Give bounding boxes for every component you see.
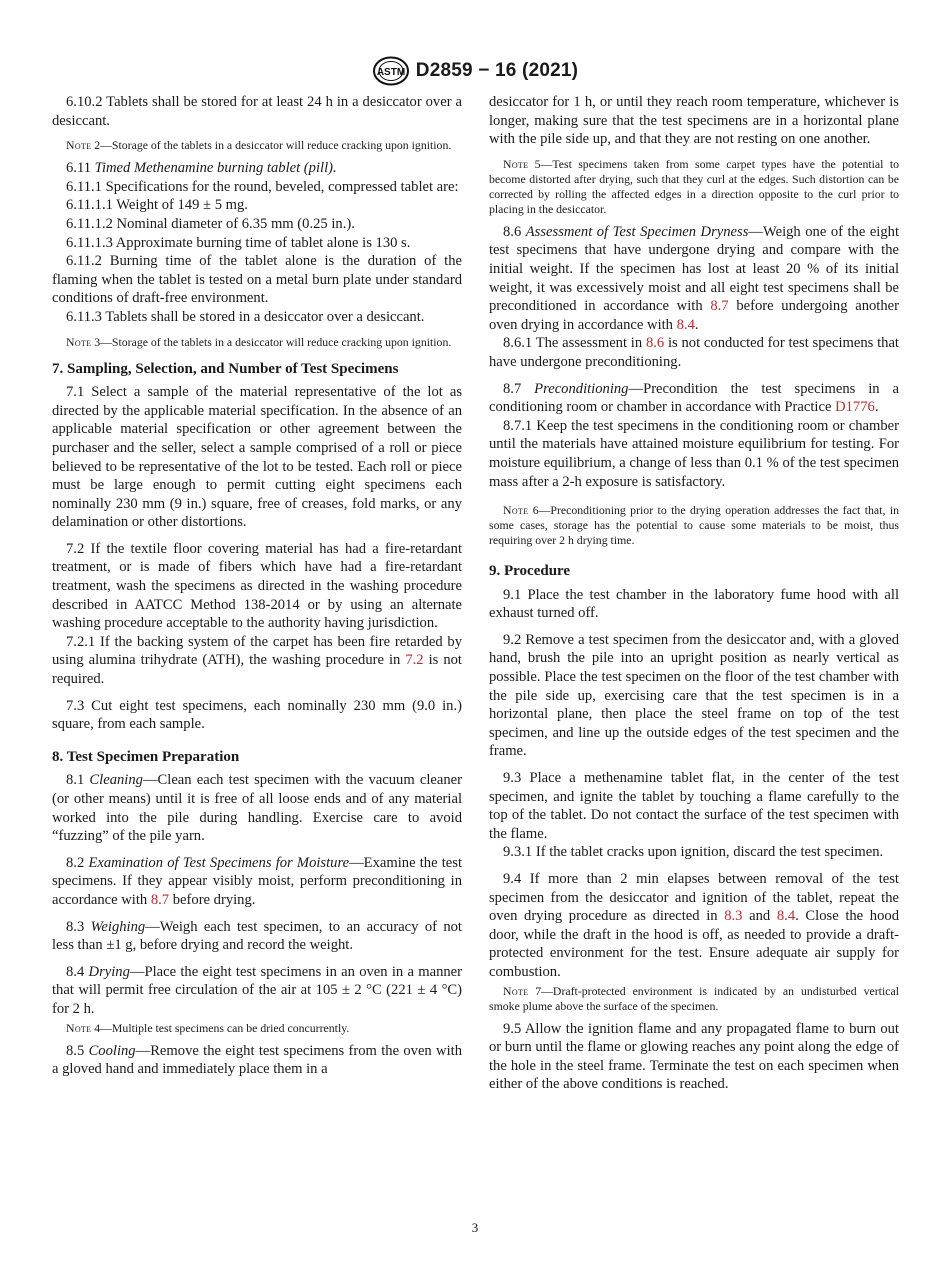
- note-label: Note: [66, 1020, 92, 1035]
- para-text: —Remove the eight test specimens from the oven with a gloved hand and immediately place them in a: [52, 1042, 463, 1078]
- para-8-3: [52, 918, 462, 955]
- para-text: before undergoing another oven drying in accordance with: [489, 298, 899, 333]
- para-num: 8.2: [66, 854, 89, 871]
- para-text: 9.4 If more than 2 min elapses between removal of the test specimen from the desiccator and ignition of the tablet, repeat the oven drying procedure as directed in: [489, 871, 899, 925]
- note-text: 3—Storage of the tablets in a desiccator will reduce cracking upon ignition.: [91, 334, 452, 349]
- para-7-2: 7.2 If the textile floor covering material has had a fire-retardant treatment, or is made of fibers which have had a fire-retardant treatment, wash the specimens as directed in the washing procedure described in AATCC Method 138-2014 or by using an alternate washing procedure acceptable to the authority having jurisdiction.: [52, 540, 462, 632]
- xref-link-d1776[interactable]: D1776: [835, 399, 875, 416]
- note-text: 5—Test specimens taken from some carpet types have the potential to become distorted after drying, such that they curl at the edges. Such distortion can be corrected by rolling the affected edges in a direction opposite to the curl prior to placing in the desiccator.: [489, 156, 899, 216]
- note-label: Note: [503, 983, 529, 998]
- note-7: [489, 984, 899, 1014]
- para-9-5: 9.5 Allow the ignition flame and any propagated flame to burn out or burn until the flame or glowing reaches any point along the edge of the hole in the steel frame. Terminate the test on each specimen when either of the above conditions is reached.: [489, 1020, 899, 1093]
- xref-link-8-3[interactable]: 8.3: [724, 908, 743, 925]
- para-8-5: [52, 1042, 462, 1079]
- para-title: Examination of Test Specimens for Moisture: [88, 854, 350, 871]
- para-9-3-1: 9.3.1 If the tablet cracks upon ignition, discard the test specimen.: [503, 844, 884, 861]
- para-title: Assessment of Test Specimen Dryness: [525, 223, 749, 240]
- para-text: —Precondition the test specimens in a conditioning room or chamber in accordance with Practice: [489, 380, 899, 416]
- para-8-5-continued: desiccator for 1 h, or until they reach room temperature, whichever is longer, making sure that the test specimens are in a horizontal plane with the pile side up, and that they are not resting on one another.: [489, 94, 899, 148]
- para-num: 8.3: [66, 918, 91, 935]
- standard-designation: D2859 − 16 (2021): [415, 60, 579, 81]
- note-5: [489, 157, 899, 217]
- para-num: 8.1: [66, 772, 90, 789]
- para-6-11-2: 6.11.2 Burning time of the tablet alone is the duration of the flaming when the tablet is tested on a metal burn plate under standard conditions of draft-free environment.: [52, 253, 462, 307]
- para-8-7-1: 8.7.1 Keep the test specimens in the conditioning room or chamber until the materials have attained moisture equilibrium for testing. For moisture equilibrium, a change of less than 0.1 % of the test specimen mass after a 2-h exposure is satisfactory.: [489, 417, 899, 490]
- para-6-11-1: 6.11.1 Specifications for the round, beveled, compressed tablet are:: [66, 178, 459, 195]
- para-text: .: [874, 399, 879, 416]
- para-text: is not required.: [52, 652, 462, 688]
- para-8-2: [52, 854, 462, 910]
- para-text: —Weigh one of the eight test specimens that have undergone drying and compare with the initial weight. If the specimen has lost at least 20 % of its initial weight, it was excessively moist and all eight test specimens shall be preconditioned in accordance with: [489, 223, 900, 315]
- note-4: [52, 1021, 462, 1036]
- para-8-1: [52, 771, 462, 845]
- section-7-heading: 7. Sampling, Selection, and Number of Test Specimens: [52, 360, 399, 377]
- para-text: and: [742, 908, 777, 925]
- note-6: [489, 503, 899, 548]
- para-text: .: [694, 316, 699, 333]
- note-text: 7—Draft-protected environment is indicated by an undisturbed vertical smoke plume above the surface of the specimen.: [489, 983, 899, 1013]
- para-title: Cleaning: [89, 772, 143, 789]
- xref-link-7-2[interactable]: 7.2: [405, 652, 424, 669]
- para-7-3: 7.3 Cut eight test specimens, each nominally 230 mm (9.0 in.) square, from each sample.: [52, 697, 462, 733]
- note-text: 4—Multiple test specimens can be dried concurrently.: [91, 1020, 350, 1035]
- xref-link-8-4[interactable]: 8.4: [676, 316, 695, 333]
- svg-text:ASTM: ASTM: [376, 67, 405, 78]
- xref-link-8-4[interactable]: 8.4: [776, 908, 796, 925]
- para-8-7: [489, 380, 899, 417]
- section-8-heading: 8. Test Specimen Preparation: [52, 748, 240, 765]
- para-9-3: 9.3 Place a methenamine tablet flat, in the center of the test specimen, and ignite the tablet by touching a flame carefully to the top of the tablet. Do not contact the surface of the test specimen with the flame.: [489, 770, 899, 842]
- para-text: . Close the hood door, while the draft in the hood is off, as needed to provide a draft-protected environment for the test. Ensure adequate air supply for combustion.: [489, 908, 899, 980]
- para-text: 8.6.1 The assessment in: [503, 335, 646, 352]
- xref-link-8-7[interactable]: 8.7: [710, 298, 729, 315]
- para-text: —Examine the test specimens. If they appear visibly moist, perform preconditioning in accordance with: [52, 854, 463, 908]
- note-2: [52, 138, 462, 153]
- para-9-1: 9.1 Place the test chamber in the laboratory fume hood with all exhaust turned off.: [489, 586, 899, 622]
- para-num: 8.5: [66, 1042, 89, 1059]
- para-8-6: [489, 223, 899, 335]
- para-text: 7.2.1 If the backing system of the carpet has been fire retarded by using alumina trihydrate (ATH), the washing procedure in: [52, 633, 462, 669]
- note-label: Note: [66, 138, 92, 153]
- para-num: 8.7: [503, 380, 535, 397]
- para-num: 8.4: [66, 963, 89, 980]
- para-7-1: 7.1 Select a sample of the material representative of the lot as directed by the applicable material specification. In the absence of an applicable material specification or other agreement between the purchaser and the seller, select a sample comprised of a roll or piece believed to be representative of the lot to be tested. Each roll or piece must be large enough to permit cutting eight specimens each nominally 230 mm (9 in.) square, free of creases, fold marks, or any delamination or other distortions.: [52, 384, 462, 531]
- page-number: 3: [471, 1220, 479, 1235]
- para-9-4: [489, 870, 899, 982]
- page-header: [0, 56, 950, 86]
- right-column: [489, 93, 899, 1094]
- para-title: Cooling: [88, 1042, 136, 1059]
- para-6-10-2: 6.10.2 Tablets shall be stored for at least 24 h in a desiccator over a desiccant.: [52, 94, 462, 129]
- left-column: [52, 93, 462, 1079]
- note-3: [52, 335, 462, 350]
- note-text: 2—Storage of the tablets in a desiccator will reduce cracking upon ignition.: [91, 138, 452, 153]
- astm-logo-icon: [372, 56, 410, 86]
- para-6-11: [52, 159, 462, 178]
- para-num: 6.11: [66, 160, 95, 177]
- xref-link-8-6[interactable]: 8.6: [645, 335, 665, 352]
- para-text: —Clean each test specimen with the vacuum cleaner (or other means) until it is free of all loose ends and of any material worked into the pile during handling. Exercise care to avoid “fuzzing” of the pile yarn.: [52, 772, 463, 845]
- para-6-11-1-3: 6.11.1.3 Approximate burning time of tablet alone is 130 s.: [66, 234, 411, 251]
- para-text: —Place the eight test specimens in an oven in a manner that will permit free circulation of the air at 105 ± 2 °C (221 ± 4 °C) for 2 h.: [52, 963, 462, 1017]
- para-8-4: [52, 963, 462, 1019]
- note-label: Note: [503, 156, 529, 171]
- note-text: 6—Preconditioning prior to the drying operation addresses the fact that, in some cases, storage has the potential to cause some materials to be moist, thus requiring over 2 h drying time.: [489, 503, 899, 548]
- para-7-2-1: [52, 633, 462, 689]
- para-6-11-3: 6.11.3 Tablets shall be stored in a desiccator over a desiccant.: [66, 308, 425, 325]
- para-num: 8.6: [503, 223, 526, 240]
- para-text: —Weigh each test specimen, to an accuracy of not less than ±1 g, before drying and record the weight.: [52, 918, 462, 954]
- para-6-11-1-2: 6.11.1.2 Nominal diameter of 6.35 mm (0.25 in.).: [66, 215, 355, 232]
- para-title: Timed Methenamine burning tablet (pill).: [94, 160, 337, 177]
- para-6-11-1-1: 6.11.1.1 Weight of 149 ± 5 mg.: [66, 197, 248, 214]
- para-title: Preconditioning: [534, 380, 629, 397]
- note-label: Note: [66, 334, 92, 349]
- para-title: Weighing: [90, 918, 146, 935]
- section-9-heading: 9. Procedure: [489, 563, 571, 580]
- note-label: Note: [503, 503, 529, 518]
- para-text: is not conducted for test specimens that have undergone preconditioning.: [489, 335, 899, 370]
- para-title: Drying: [88, 963, 130, 980]
- para-text: before drying.: [169, 891, 256, 908]
- para-8-6-1: [489, 334, 899, 371]
- xref-link-8-7[interactable]: 8.7: [150, 891, 170, 908]
- para-9-2: 9.2 Remove a test specimen from the desiccator and, with a gloved hand, brush the pile into an upright position as nearly vertical as possible. Place the test specimen on the floor of the test chamber with the pile side up, exercising care that the test specimen is in a horizontal plane, then place the steel frame on top of the test specimen, and line up the outside edges of the test specimen and the frame.: [489, 631, 899, 760]
